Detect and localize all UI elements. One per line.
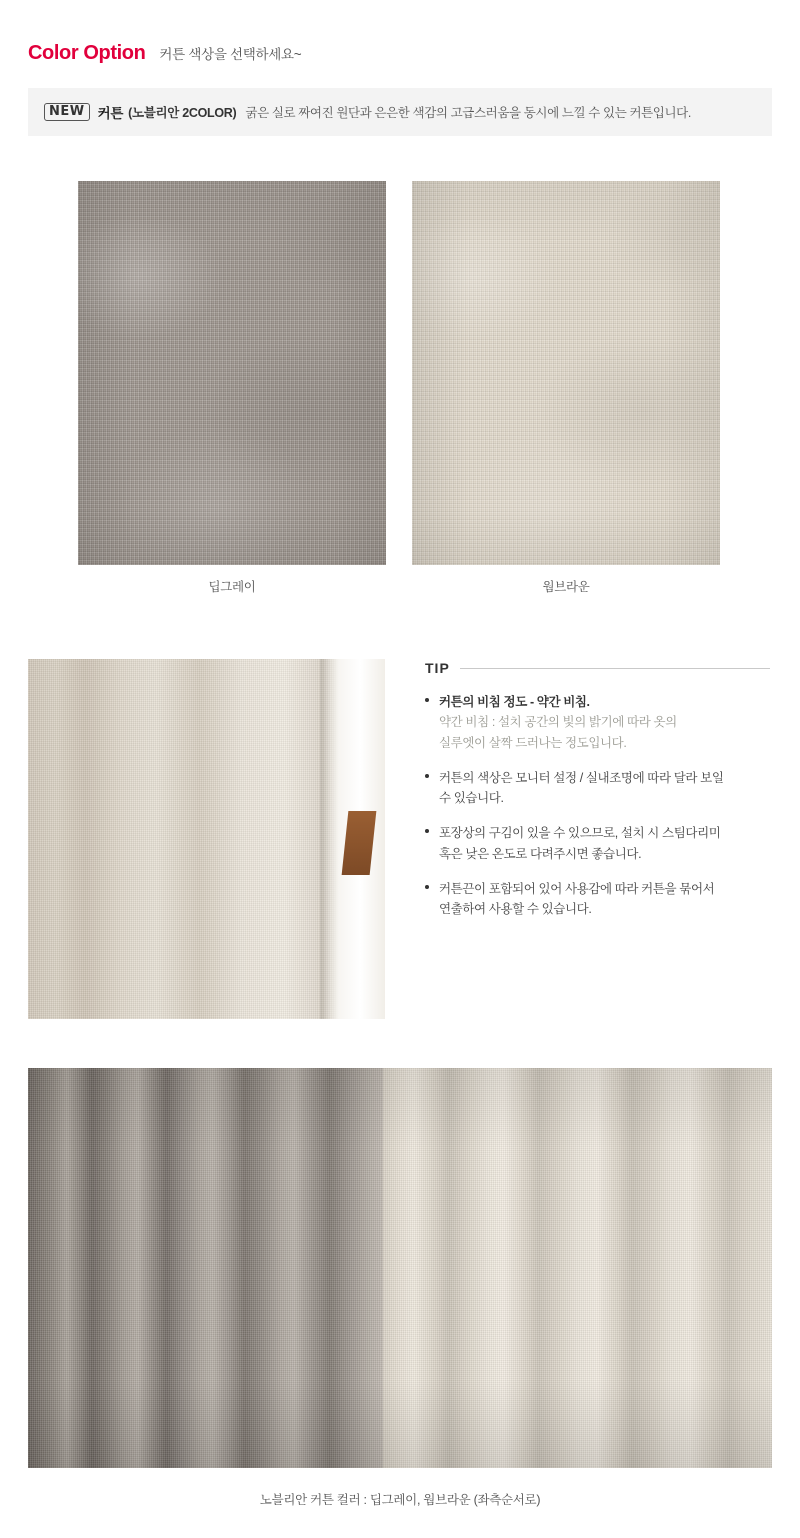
tip-line: 수 있습니다.	[439, 791, 504, 805]
tip-line: 약간 비침 : 설치 공간의 빛의 밝기에 따라 옷의	[439, 715, 677, 730]
tip-line: 커튼끈이 포함되어 있어 사용감에 따라 커튼을 묶어서	[439, 881, 715, 896]
tip-line: 실루엣이 살짝 드러나는 정도입니다.	[439, 735, 627, 750]
tip-header	[425, 660, 770, 676]
page-subtitle: 커튼 색상을 선택하세요~	[159, 47, 302, 62]
tip-line: 혹은 낮은 온도로 다려주시면 좋습니다.	[439, 846, 642, 861]
curtain-wide-photo	[28, 1068, 772, 1468]
banner-description: 굵은 실로 짜여진 원단과 은은한 색감의 고급스러움을 동시에 느낄 수 있는 커튼입니다.	[245, 106, 691, 120]
bullet-icon	[425, 829, 429, 833]
color-swatch-warm-brown[interactable]	[412, 181, 720, 595]
tip-title: TIP	[425, 660, 450, 676]
page-title: Color Option	[28, 42, 146, 64]
tip-divider	[460, 668, 770, 669]
tip-line: 연출하여 사용할 수 있습니다.	[439, 902, 592, 916]
tip-item	[425, 768, 770, 809]
wide-photo-vignette	[28, 1068, 772, 1468]
bullet-icon	[425, 698, 429, 702]
tip-line: 커튼의 색상은 모니터 설정 / 실내조명에 따라 달라 보일	[439, 770, 724, 785]
tip-item	[425, 823, 770, 864]
fabric-vignette	[412, 181, 720, 565]
tip-line: 포장상의 구김이 있을 수 있으므로, 설치 시 스팀다리미	[439, 826, 721, 841]
color-swatch-deep-gray[interactable]	[78, 181, 386, 595]
swatch-label: 웜브라운	[542, 580, 590, 594]
new-badge: NEW	[44, 103, 90, 121]
fabric-vignette	[78, 181, 386, 565]
banner-product-name: 커튼	[97, 106, 124, 121]
swatch-image	[78, 181, 386, 565]
new-product-banner	[28, 88, 772, 136]
color-option-header	[28, 42, 301, 65]
tip-line: 커튼의 비침 정도 - 약간 비침.	[439, 695, 590, 709]
swatch-image	[412, 181, 720, 565]
swatch-label: 딥그레이	[208, 580, 256, 594]
wide-photo-caption: 노블리안 커튼 컬러 : 딥그레이, 웜브라운 (좌측순서로)	[259, 1493, 541, 1507]
tip-item	[425, 879, 770, 920]
curtain-closeup-photo	[28, 659, 385, 1019]
tip-section	[425, 660, 770, 934]
banner-product-variant: (노블리안 2COLOR)	[128, 106, 237, 120]
bullet-icon	[425, 774, 429, 778]
tip-item	[425, 692, 770, 753]
bullet-icon	[425, 885, 429, 889]
